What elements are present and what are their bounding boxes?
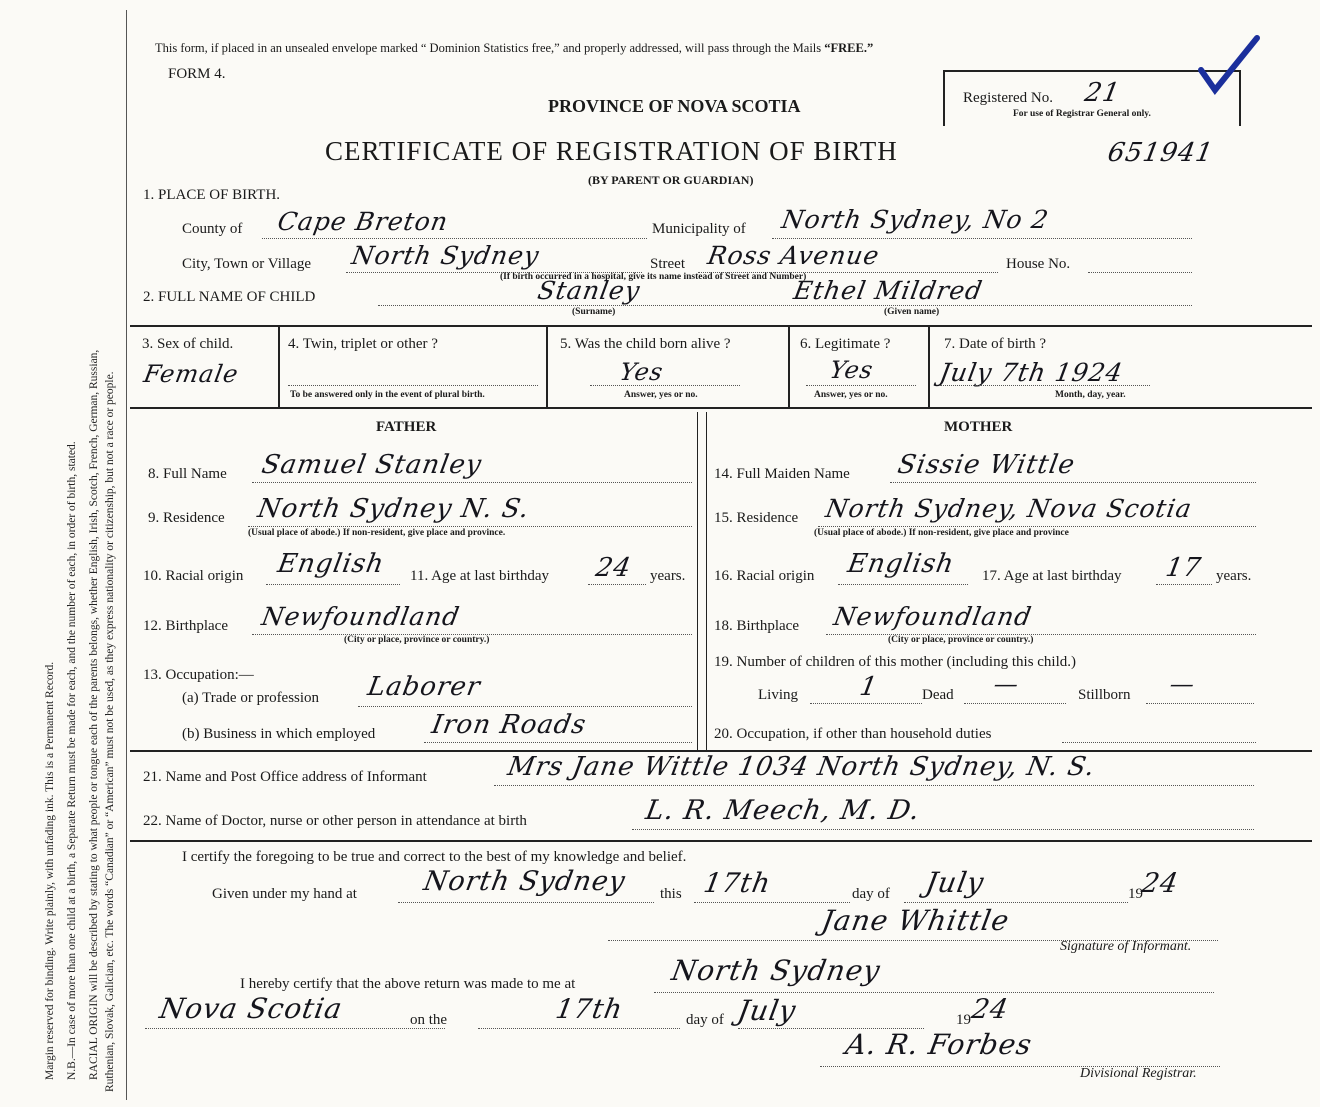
mother-residence-note: (Usual place of abode.) If non-resident, give place and province <box>814 528 1069 538</box>
registered-value: 21 <box>1082 78 1123 108</box>
business-line <box>424 742 692 743</box>
county-value: Cape Breton <box>275 207 451 236</box>
dead-label: Dead <box>922 687 954 703</box>
dob-note: Month, day, year. <box>1055 390 1126 400</box>
given-label: Given under my hand at <box>212 886 357 902</box>
legitimate-label: 6. Legitimate ? <box>800 336 891 352</box>
on-the-label: on the <box>410 1012 448 1028</box>
mother-birthplace-label: 18. Birthplace <box>714 618 799 634</box>
margin-note-2: N.B.—In case of more than one child at a birth, a Separate Return must be made for each, and the number of each, in order of birth, stated. <box>66 441 78 1080</box>
year-prefix: 19 <box>1128 886 1143 902</box>
reg-day-value: 17th <box>553 994 626 1025</box>
city-label: City, Town or Village <box>182 256 312 272</box>
father-residence-line <box>248 526 692 527</box>
mother-age-value: 17 <box>1163 553 1204 583</box>
child-name-label: 2. FULL NAME OF CHILD <box>143 289 316 305</box>
father-heading: FATHER <box>376 419 437 435</box>
check-mark-icon <box>1195 32 1265 102</box>
informant-label: 21. Name and Post Office address of Informant <box>143 769 427 785</box>
registrar-caption: Divisional Registrar. <box>1080 1066 1197 1081</box>
signature-caption: Signature of Informant. <box>1060 939 1192 954</box>
twin-line <box>288 385 538 386</box>
this-label: this <box>660 886 682 902</box>
mother-residence-value: North Sydney, Nova Scotia <box>823 494 1195 523</box>
house-line <box>1088 272 1192 273</box>
mother-residence-label: 15. Residence <box>714 510 799 526</box>
reg-year-prefix: 19 <box>956 1012 971 1028</box>
doctor-line <box>632 829 1254 830</box>
divider-4 <box>546 325 548 407</box>
business-label: (b) Business in which employed <box>182 726 376 742</box>
doctor-label: 22. Name of Doctor, nurse or other person in attendance at birth <box>143 813 527 829</box>
father-occupation-label: 13. Occupation:— <box>143 667 254 683</box>
dob-value: July 7th 1924 <box>937 358 1126 387</box>
mother-race-label: 16. Racial origin <box>714 568 815 584</box>
parents-divider-2 <box>706 412 707 750</box>
county-label: County of <box>182 221 243 237</box>
margin-note-4: Ruthenian, Slovak, Galician, etc. The words “Canadian” or “American” must not be used, as they express nationality or citizenship, but not a race or people. <box>104 371 116 1092</box>
trade-value: Laborer <box>365 672 483 702</box>
father-name-label: 8. Full Name <box>148 466 227 482</box>
stillborn-label: Stillborn <box>1078 687 1131 703</box>
informant-signature: Jane Whittle <box>819 904 1013 937</box>
margin-note-3: RACIAL ORIGIN will be described by stating to what people or tongue each of the parents belongs, whether English, Irish, Scotch, French, German, Russian, <box>88 349 100 1080</box>
child-given-name: Ethel Mildred <box>791 276 986 305</box>
surname-caption: (Surname) <box>572 307 616 317</box>
dob-label: 7. Date of birth ? <box>944 336 1047 352</box>
mother-birthplace-note: (City or place, province or country.) <box>888 635 1034 645</box>
father-birthplace-value: Newfoundland <box>259 602 463 631</box>
place-heading: 1. PLACE OF BIRTH. <box>143 187 281 203</box>
mother-age-line <box>1156 584 1212 585</box>
mail-notice-text: This form, if placed in an unsealed envelope marked “ Dominion Statistics free,” and properly addressed, will pass through the Mails <box>155 41 822 55</box>
month-line <box>904 902 1128 903</box>
registered-label: Registered No. <box>963 90 1053 106</box>
registrar-signature: A. R. Forbes <box>843 1028 1035 1061</box>
alive-value: Yes <box>617 358 666 386</box>
day-line <box>694 902 850 903</box>
father-race-line <box>266 584 400 585</box>
father-birthplace-note: (City or place, province or country.) <box>344 635 490 645</box>
municipality-line <box>772 238 1192 239</box>
legitimate-value: Yes <box>827 356 876 384</box>
living-label: Living <box>758 687 798 703</box>
mother-age-label: 17. Age at last birthday <box>982 568 1122 584</box>
municipality-label: Municipality of <box>652 221 746 237</box>
rule-after-doctor <box>130 840 1312 842</box>
child-surname: Stanley <box>535 276 643 305</box>
given-place-value: North Sydney <box>421 866 628 897</box>
mother-name-label: 14. Full Maiden Name <box>714 466 850 482</box>
father-residence-label: 9. Residence <box>148 510 225 526</box>
alive-label: 5. Was the child born alive ? <box>560 336 731 352</box>
twin-note: To be answered only in the event of plural birth. <box>290 390 485 400</box>
sex-value: Female <box>141 360 241 388</box>
rule-top-boxes <box>130 325 1312 327</box>
stillborn-line <box>1146 703 1254 704</box>
father-age-value: 24 <box>593 553 634 583</box>
reg-day-of-label: day of <box>686 1012 724 1028</box>
municipality-value: North Sydney, No 2 <box>779 205 1052 234</box>
father-residence-note: (Usual place of abode.) If non-resident, give place and province. <box>248 528 506 538</box>
mother-name-line <box>890 482 1256 483</box>
child-name-line <box>378 305 1192 306</box>
father-race-label: 10. Racial origin <box>143 568 244 584</box>
legitimate-line <box>806 385 916 386</box>
father-age-unit: years. <box>650 568 686 584</box>
registrar-place-line <box>654 992 1214 993</box>
divider-5 <box>788 325 790 407</box>
province-line <box>145 1028 445 1029</box>
alive-note: Answer, yes or no. <box>624 390 698 400</box>
rule-bottom-boxes <box>130 407 1312 409</box>
street-note: (If birth occurred in a hospital, give its name instead of Street and Number) <box>500 272 807 282</box>
reg-month-value: July <box>735 994 799 1027</box>
divider-3 <box>278 325 280 407</box>
dob-line <box>940 385 1150 386</box>
divider-6 <box>928 325 930 407</box>
dead-value: — <box>991 670 1022 698</box>
reg-year-value: 24 <box>969 994 1012 1025</box>
certify-statement: I certify the foregoing to be true and correct to the best of my knowledge and belief. <box>182 849 687 865</box>
business-value: Iron Roads <box>429 710 589 740</box>
father-age-line <box>588 584 646 585</box>
form-number: FORM 4. <box>168 66 226 82</box>
mother-name-value: Sissie Wittle <box>895 450 1078 480</box>
mother-race-line <box>838 584 968 585</box>
day-value: 17th <box>701 868 774 899</box>
father-age-label: 11. Age at last birthday <box>410 568 549 584</box>
county-line <box>262 238 647 239</box>
doctor-value: L. R. Meech, M. D. <box>643 795 923 826</box>
father-residence-value: North Sydney N. S. <box>255 494 532 524</box>
margin-rule <box>126 10 127 1100</box>
certificate-title: CERTIFICATE OF REGISTRATION OF BIRTH <box>325 136 898 166</box>
mother-residence-line <box>818 526 1256 527</box>
mother-heading: MOTHER <box>944 419 1013 435</box>
month-value: July <box>923 866 987 899</box>
living-line <box>810 703 922 704</box>
margin-number: 651941 <box>1105 138 1216 168</box>
alive-line <box>590 385 740 386</box>
mother-age-unit: years. <box>1216 568 1252 584</box>
father-name-line <box>252 482 692 483</box>
sex-label: 3. Sex of child. <box>142 336 234 352</box>
informant-value: Mrs Jane Wittle 1034 North Sydney, N. S. <box>505 752 1098 782</box>
mother-occupation-label: 20. Occupation, if other than household duties <box>714 726 992 742</box>
reg-day-line <box>478 1028 680 1029</box>
registrar-use-note: For use of Registrar General only. <box>1013 109 1151 119</box>
margin-note-1: Margin reserved for binding. Write plainly, with unfading ink. This is a Permanent Record. <box>44 661 56 1080</box>
parents-divider <box>697 412 698 750</box>
legitimate-note: Answer, yes or no. <box>814 390 888 400</box>
trade-line <box>358 706 692 707</box>
father-name-value: Samuel Stanley <box>259 450 485 480</box>
trade-label: (a) Trade or profession <box>182 690 320 706</box>
father-race-value: English <box>275 549 387 579</box>
mail-notice <box>155 41 873 56</box>
mother-race-value: English <box>845 549 957 579</box>
children-count-label: 19. Number of children of this mother (including this child.) <box>714 654 1077 670</box>
given-place-line <box>398 902 654 903</box>
twin-label: 4. Twin, triplet or other ? <box>288 336 438 352</box>
mother-occupation-line <box>1062 742 1256 743</box>
certificate-subtitle: (BY PARENT OR GUARDIAN) <box>588 173 754 187</box>
city-value: North Sydney <box>349 241 542 270</box>
registrar-province: Nova Scotia <box>157 992 346 1025</box>
registrar-statement: I hereby certify that the above return was made to me at <box>240 976 576 992</box>
given-name-caption: (Given name) <box>884 307 940 317</box>
day-of-label: day of <box>852 886 890 902</box>
house-label: House No. <box>1006 256 1071 272</box>
dead-line <box>964 703 1066 704</box>
mother-birthplace-value: Newfoundland <box>831 602 1035 631</box>
street-value: Ross Avenue <box>705 241 882 270</box>
year-value: 24 <box>1139 868 1182 899</box>
registrar-place-value: North Sydney <box>669 954 884 987</box>
province-title: PROVINCE OF NOVA SCOTIA <box>548 96 801 116</box>
stillborn-value: — <box>1167 670 1198 698</box>
informant-line <box>494 785 1254 786</box>
living-value: 1 <box>857 672 881 702</box>
street-label: Street <box>650 256 685 272</box>
father-birthplace-label: 12. Birthplace <box>143 618 228 634</box>
mail-free: “FREE.” <box>824 41 874 55</box>
